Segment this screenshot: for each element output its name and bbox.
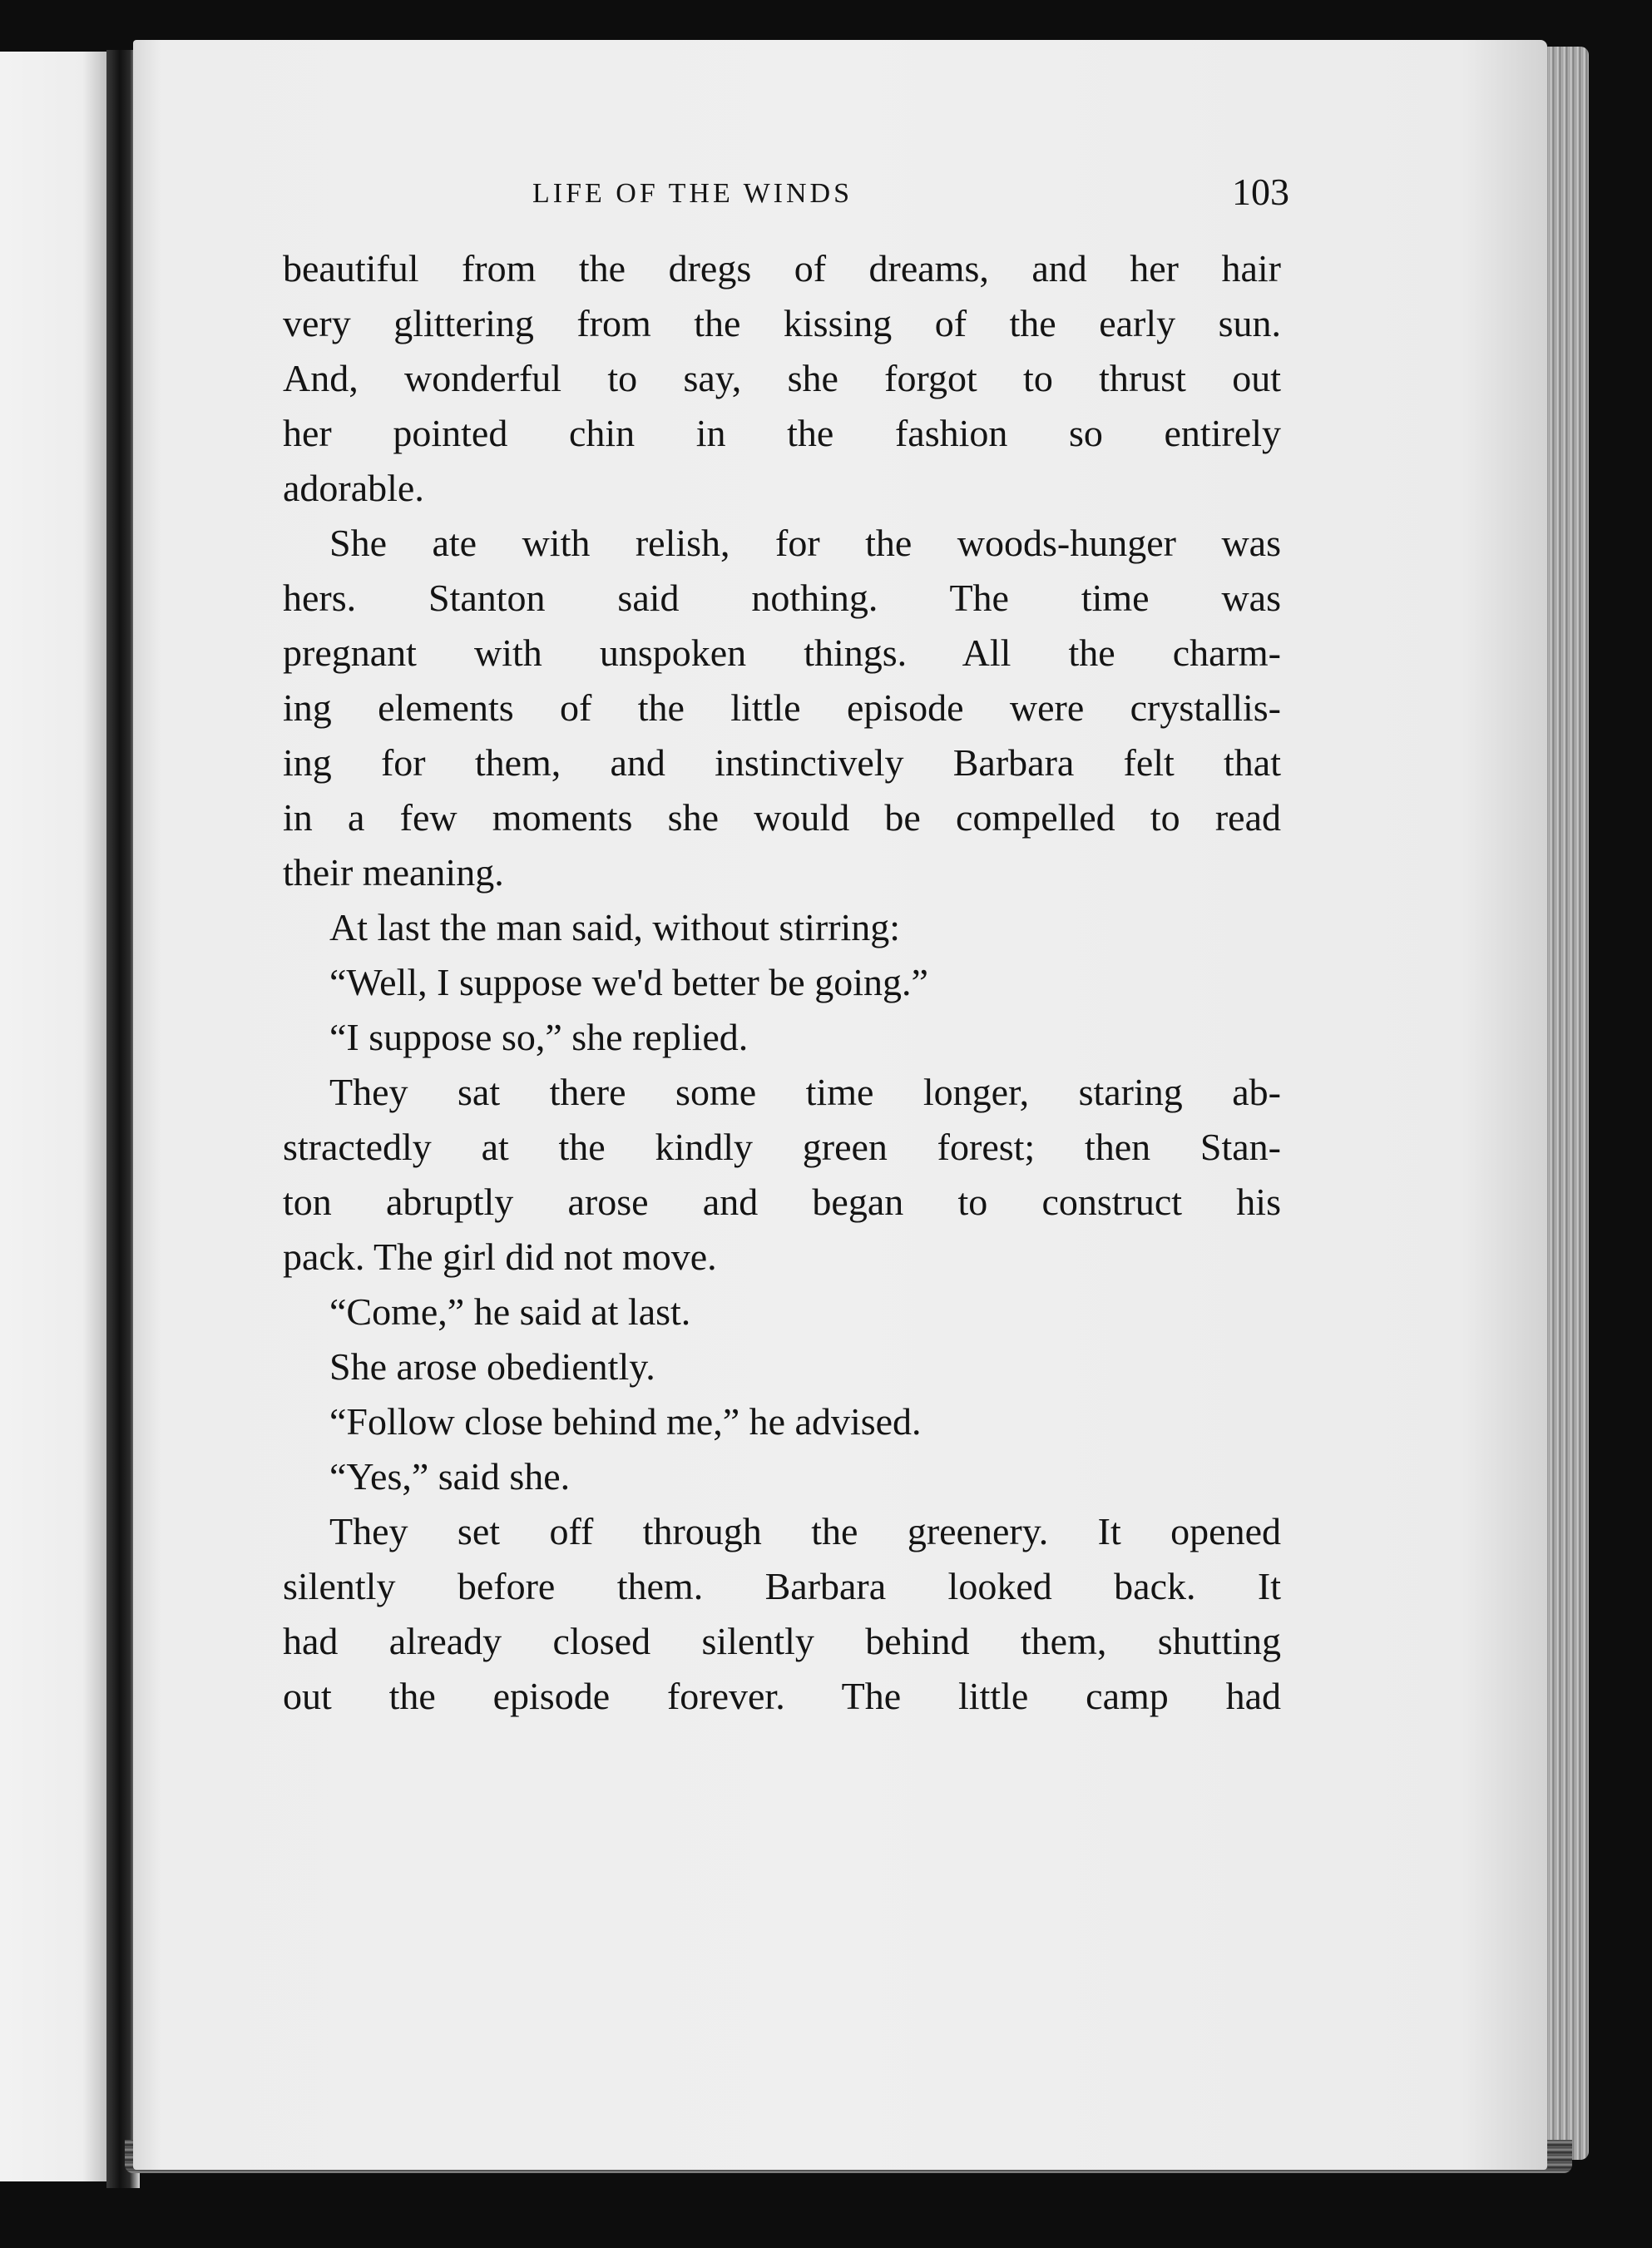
text-line: very glittering from the kissing of the early sun. — [283, 302, 1281, 344]
page-header — [283, 166, 1289, 241]
text-line: ing for them, and instinctively Barbara felt that — [283, 741, 1281, 784]
text-line: They set off through the greenery. It opened — [329, 1510, 1281, 1552]
text-line: “Follow close behind me,” he advised. — [329, 1400, 922, 1443]
text-line: silently before them. Barbara looked back. It — [283, 1565, 1281, 1607]
text-line: beautiful from the dregs of dreams, and her hair — [283, 247, 1281, 290]
body-text — [283, 241, 1281, 1724]
text-line: “Yes,” said she. — [329, 1455, 571, 1498]
text-line: At last the man said, without stirring: — [329, 906, 901, 948]
text-line: pregnant with unspoken things. All the charm- — [283, 631, 1281, 674]
text-line: her pointed chin in the fashion so entirely — [283, 412, 1281, 454]
page-number: 103 — [1232, 171, 1289, 213]
text-line: their meaning. — [283, 851, 504, 894]
text-line: “I suppose so,” she replied. — [329, 1016, 749, 1058]
text-line: “Come,” he said at last. — [329, 1290, 691, 1333]
text-line: pack. The girl did not move. — [283, 1235, 717, 1278]
page-text — [283, 166, 1289, 1724]
text-line: in a few moments she would be compelled to read — [283, 796, 1281, 839]
text-line: And, wonderful to say, she forgot to thrust out — [283, 357, 1281, 399]
text-line: out the episode forever. The little camp had — [283, 1675, 1281, 1717]
text-line: stractedly at the kindly green forest; then Stan- — [283, 1126, 1281, 1168]
text-line: hers. Stanton said nothing. The time was — [283, 577, 1281, 619]
facing-page-edge — [0, 52, 118, 2181]
text-line: ton abruptly arose and began to construct his — [283, 1181, 1281, 1223]
text-line: She ate with relish, for the woods-hunger was — [329, 522, 1281, 564]
text-line: ing elements of the little episode were crystallis- — [283, 686, 1281, 729]
text-line: “Well, I suppose we'd better be going.” — [329, 961, 928, 1003]
text-line: She arose obediently. — [329, 1345, 655, 1388]
text-line: They sat there some time longer, staring ab- — [329, 1071, 1281, 1113]
text-line: had already closed silently behind them, shutting — [283, 1620, 1281, 1662]
text-line: adorable. — [283, 467, 424, 509]
running-head: LIFE OF THE WINDS — [532, 178, 853, 209]
